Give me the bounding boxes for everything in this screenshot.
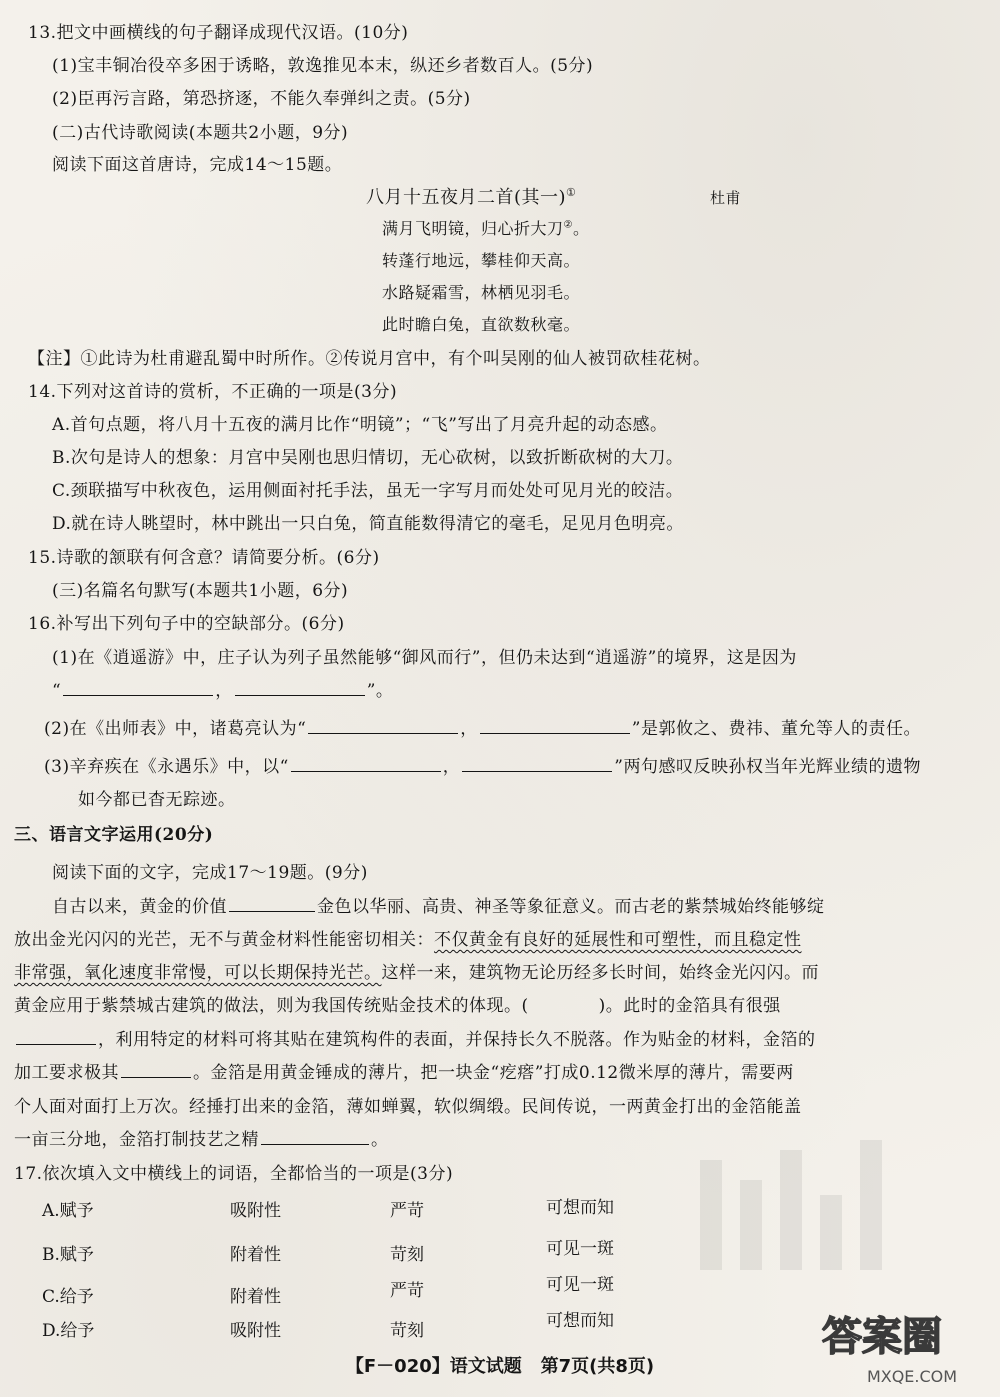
q15-title: 15.诗歌的颔联有何含意？请简要分析。(6分)	[28, 548, 380, 568]
blank-passage-2[interactable]	[16, 1043, 96, 1045]
q14-option-b: B.次句是诗人的想象：月宫中吴刚也思归情切，无心砍树，以致折断砍树的大刀。	[52, 448, 684, 468]
section-poetry-heading: (二)古代诗歌阅读(本题共2小题，9分)	[52, 123, 349, 143]
q16-sentence-2	[44, 714, 921, 739]
q17-option-label: A.赋予	[42, 1201, 94, 1221]
q13-title: 13.把文中画横线的句子翻译成现代汉语。(10分)	[28, 23, 409, 43]
passage-line-2	[14, 925, 802, 950]
passage-p3a-underlined: 非常强，氧化速度非常慢，可以长期保持光芒。	[14, 963, 382, 983]
q14-option-a: A.首句点题，将八月十五夜的满月比作“明镜”；“飞”写出了月亮升起的动态感。	[52, 415, 668, 435]
passage-p1b: 金色以华丽、高贵、神圣等象征意义。而古老的紫禁城始终能够绽	[317, 897, 825, 917]
passage-p6a: 加工要求极其	[14, 1063, 119, 1083]
q14-title: 14.下列对这首诗的赏析，不正确的一项是(3分)	[28, 382, 398, 402]
q17-title: 17.依次填入文中横线上的词语，全都恰当的一项是(3分)	[14, 1164, 454, 1184]
poem-line-1	[382, 216, 590, 239]
blank-16-3b[interactable]	[462, 770, 612, 772]
ghost-bar	[700, 1160, 722, 1270]
q16-s3-post: ”两句感叹反映孙权当年光辉业绩的遗物	[614, 757, 921, 777]
q17-option-word-4: 可想而知	[546, 1198, 614, 1218]
q17-option-word-3: 苛刻	[390, 1321, 424, 1341]
q17-option-row-b	[42, 1240, 682, 1270]
q16-title: 16.补写出下列句子中的空缺部分。(6分)	[28, 614, 345, 634]
passage-line-1	[52, 892, 825, 917]
poem-line-4: 此时瞻白兔，直欲数秋毫。	[382, 315, 581, 334]
section3-intro: 阅读下面的文字，完成17～19题。(9分)	[52, 863, 368, 883]
poem-title	[366, 183, 576, 209]
q17-option-word-2: 吸附性	[230, 1321, 281, 1341]
poem-line-1-text: 满月飞明镜，归心折大刀	[382, 219, 564, 238]
poem-title-text: 八月十五夜月二首(其一)	[366, 187, 567, 208]
q17-option-word-4: 可想而知	[546, 1311, 614, 1331]
q17-option-row-a	[42, 1196, 682, 1226]
q17-option-word-3: 苛刻	[390, 1245, 424, 1265]
comma: ，	[442, 757, 461, 777]
ghost-bar	[820, 1195, 842, 1270]
passage-p3b: 这样一来，建筑物无论历经多长时间，始终金光闪闪。而	[381, 963, 819, 983]
comma: ，	[215, 681, 233, 701]
footer-page-number: 第7页(共8页)	[540, 1356, 655, 1377]
blank-passage-3[interactable]	[121, 1076, 191, 1078]
blank-16-1a[interactable]	[63, 694, 213, 696]
blank-passage-4[interactable]	[261, 1143, 369, 1145]
q16-s2-pre: (2)在《出师表》中，诸葛亮认为“	[44, 719, 307, 739]
q13-sentence-1: (1)宝丰铜冶役卒多困于诱略，敦逸推见本末，纵还乡者数百人。(5分)	[52, 56, 594, 76]
open-quote: “	[52, 681, 62, 701]
q13-sentence-2: (2)臣再污言路，第恐挤逐，不能久奉弹纠之责。(5分)	[52, 89, 471, 109]
q14-option-c: C.颈联描写中秋夜色，运用侧面衬托手法，虽无一字写月而处处可见月光的皎洁。	[52, 481, 684, 501]
footer-code: 【F－020】语文试题	[345, 1356, 522, 1377]
watermark-logo	[782, 1300, 982, 1390]
passage-p8b: 。	[371, 1130, 389, 1150]
q17-option-word-2: 吸附性	[230, 1201, 281, 1221]
section3-heading: 三、语言文字运用(20分)	[14, 825, 214, 845]
q16-sentence-1: (1)在《逍遥游》中，庄子认为列子虽然能够“御风而行”，但仍未达到“逍遥游”的境界，这是因为	[52, 648, 797, 668]
passage-line-3	[14, 958, 819, 983]
ghost-bar	[780, 1150, 802, 1270]
bleed-through-text	[520, 30, 736, 51]
passage-p4a: 黄金应用于紫禁城古建筑的做法，则为我国传统贴金技术的体现。(	[14, 996, 529, 1016]
watermark-url: MXQE.COM	[866, 1367, 958, 1386]
passage-p5: ，利用特定的材料可将其贴在建筑构件的表面，并保持长久不脱落。作为贴金的材料，金箔的	[98, 1030, 816, 1050]
passage-p6b: 。金箔是用黄金锤成的薄片，把一块金“疙瘩”打成0.12微米厚的薄片，需要两	[193, 1063, 794, 1083]
section-dictation-heading: (三)名篇名句默写(本题共1小题，6分)	[52, 581, 349, 601]
passage-line-5	[14, 1025, 816, 1050]
poem-line-1-note: ②	[563, 219, 573, 231]
blank-16-2a[interactable]	[308, 732, 458, 734]
q14-option-d: D.就在诗人眺望时，林中跳出一只白兔，简直能数得清它的毫毛，足见月色明亮。	[52, 514, 684, 534]
bleed-through-chart	[680, 1120, 900, 1280]
q16-s2-post: ”是郭攸之、费祎、董允等人的责任。	[631, 719, 921, 739]
q17-option-label: D.给予	[42, 1321, 95, 1341]
poem-annotation: 【注】①此诗为杜甫避乱蜀中时所作。②传说月宫中，有个叫吴刚的仙人被罚砍桂花树。	[28, 349, 711, 369]
blank-16-2b[interactable]	[480, 732, 630, 734]
blank-16-1b[interactable]	[235, 694, 365, 696]
passage-p2a: 放出金光闪闪的光芒，无不与黄金材料性能密切相关：	[14, 930, 434, 950]
poem-author: 杜甫	[710, 189, 742, 207]
q16-sentence-3	[44, 752, 921, 777]
passage-line-7: 个人面对面打上万次。经捶打出来的金箔，薄如蝉翼，软似绸缎。民间传说，一两黄金打出的金箔能盖	[14, 1097, 802, 1117]
q17-option-row-d	[42, 1311, 682, 1346]
passage-line-8	[14, 1125, 389, 1150]
comma: ，	[460, 719, 478, 739]
passage-line-4	[14, 991, 781, 1016]
q17-option-word-4: 可见一斑	[546, 1275, 614, 1295]
q17-option-word-2: 附着性	[230, 1287, 281, 1307]
poem-line-2: 转蓬行地远，攀桂仰天高。	[382, 251, 581, 270]
passage-p2b-underlined: 不仅黄金有良好的延展性和可塑性，而且稳定性	[434, 930, 802, 950]
q17-option-word-3: 严苛	[390, 1281, 424, 1301]
q17-option-word-2: 附着性	[230, 1245, 281, 1265]
passage-p8a: 一亩三分地，金箔打制技艺之精	[14, 1130, 259, 1150]
close-quote: ”。	[366, 681, 394, 701]
blank-16-3a[interactable]	[291, 770, 441, 772]
passage-p4b: )。此时的金箔具有很强	[598, 996, 781, 1016]
passage-p1a: 自古以来，黄金的价值	[52, 897, 227, 917]
q17-option-word-3: 严苛	[390, 1201, 424, 1221]
q17-option-word-4: 可见一斑	[546, 1239, 614, 1259]
watermark-logo-text: 答案圈	[822, 1314, 942, 1360]
q16-s3-pre: (3)辛弃疾在《永遇乐》中，以“	[44, 757, 289, 777]
poem-line-1-end: 。	[572, 219, 590, 238]
poem-title-note: ①	[566, 186, 577, 199]
q17-option-label: B.赋予	[42, 1245, 94, 1265]
q16-sentence-1-blanks	[52, 676, 393, 701]
section-poetry-intro: 阅读下面这首唐诗，完成14～15题。	[52, 155, 343, 175]
poem-line-3: 水路疑霜雪，林栖见羽毛。	[382, 283, 581, 302]
q16-sentence-3-cont: 如今都已杳无踪迹。	[78, 790, 236, 810]
ghost-bar	[740, 1180, 762, 1270]
ghost-bar	[860, 1140, 882, 1270]
q17-option-label: C.给予	[42, 1287, 94, 1307]
passage-line-6	[14, 1058, 794, 1083]
blank-passage-1[interactable]	[229, 910, 315, 912]
